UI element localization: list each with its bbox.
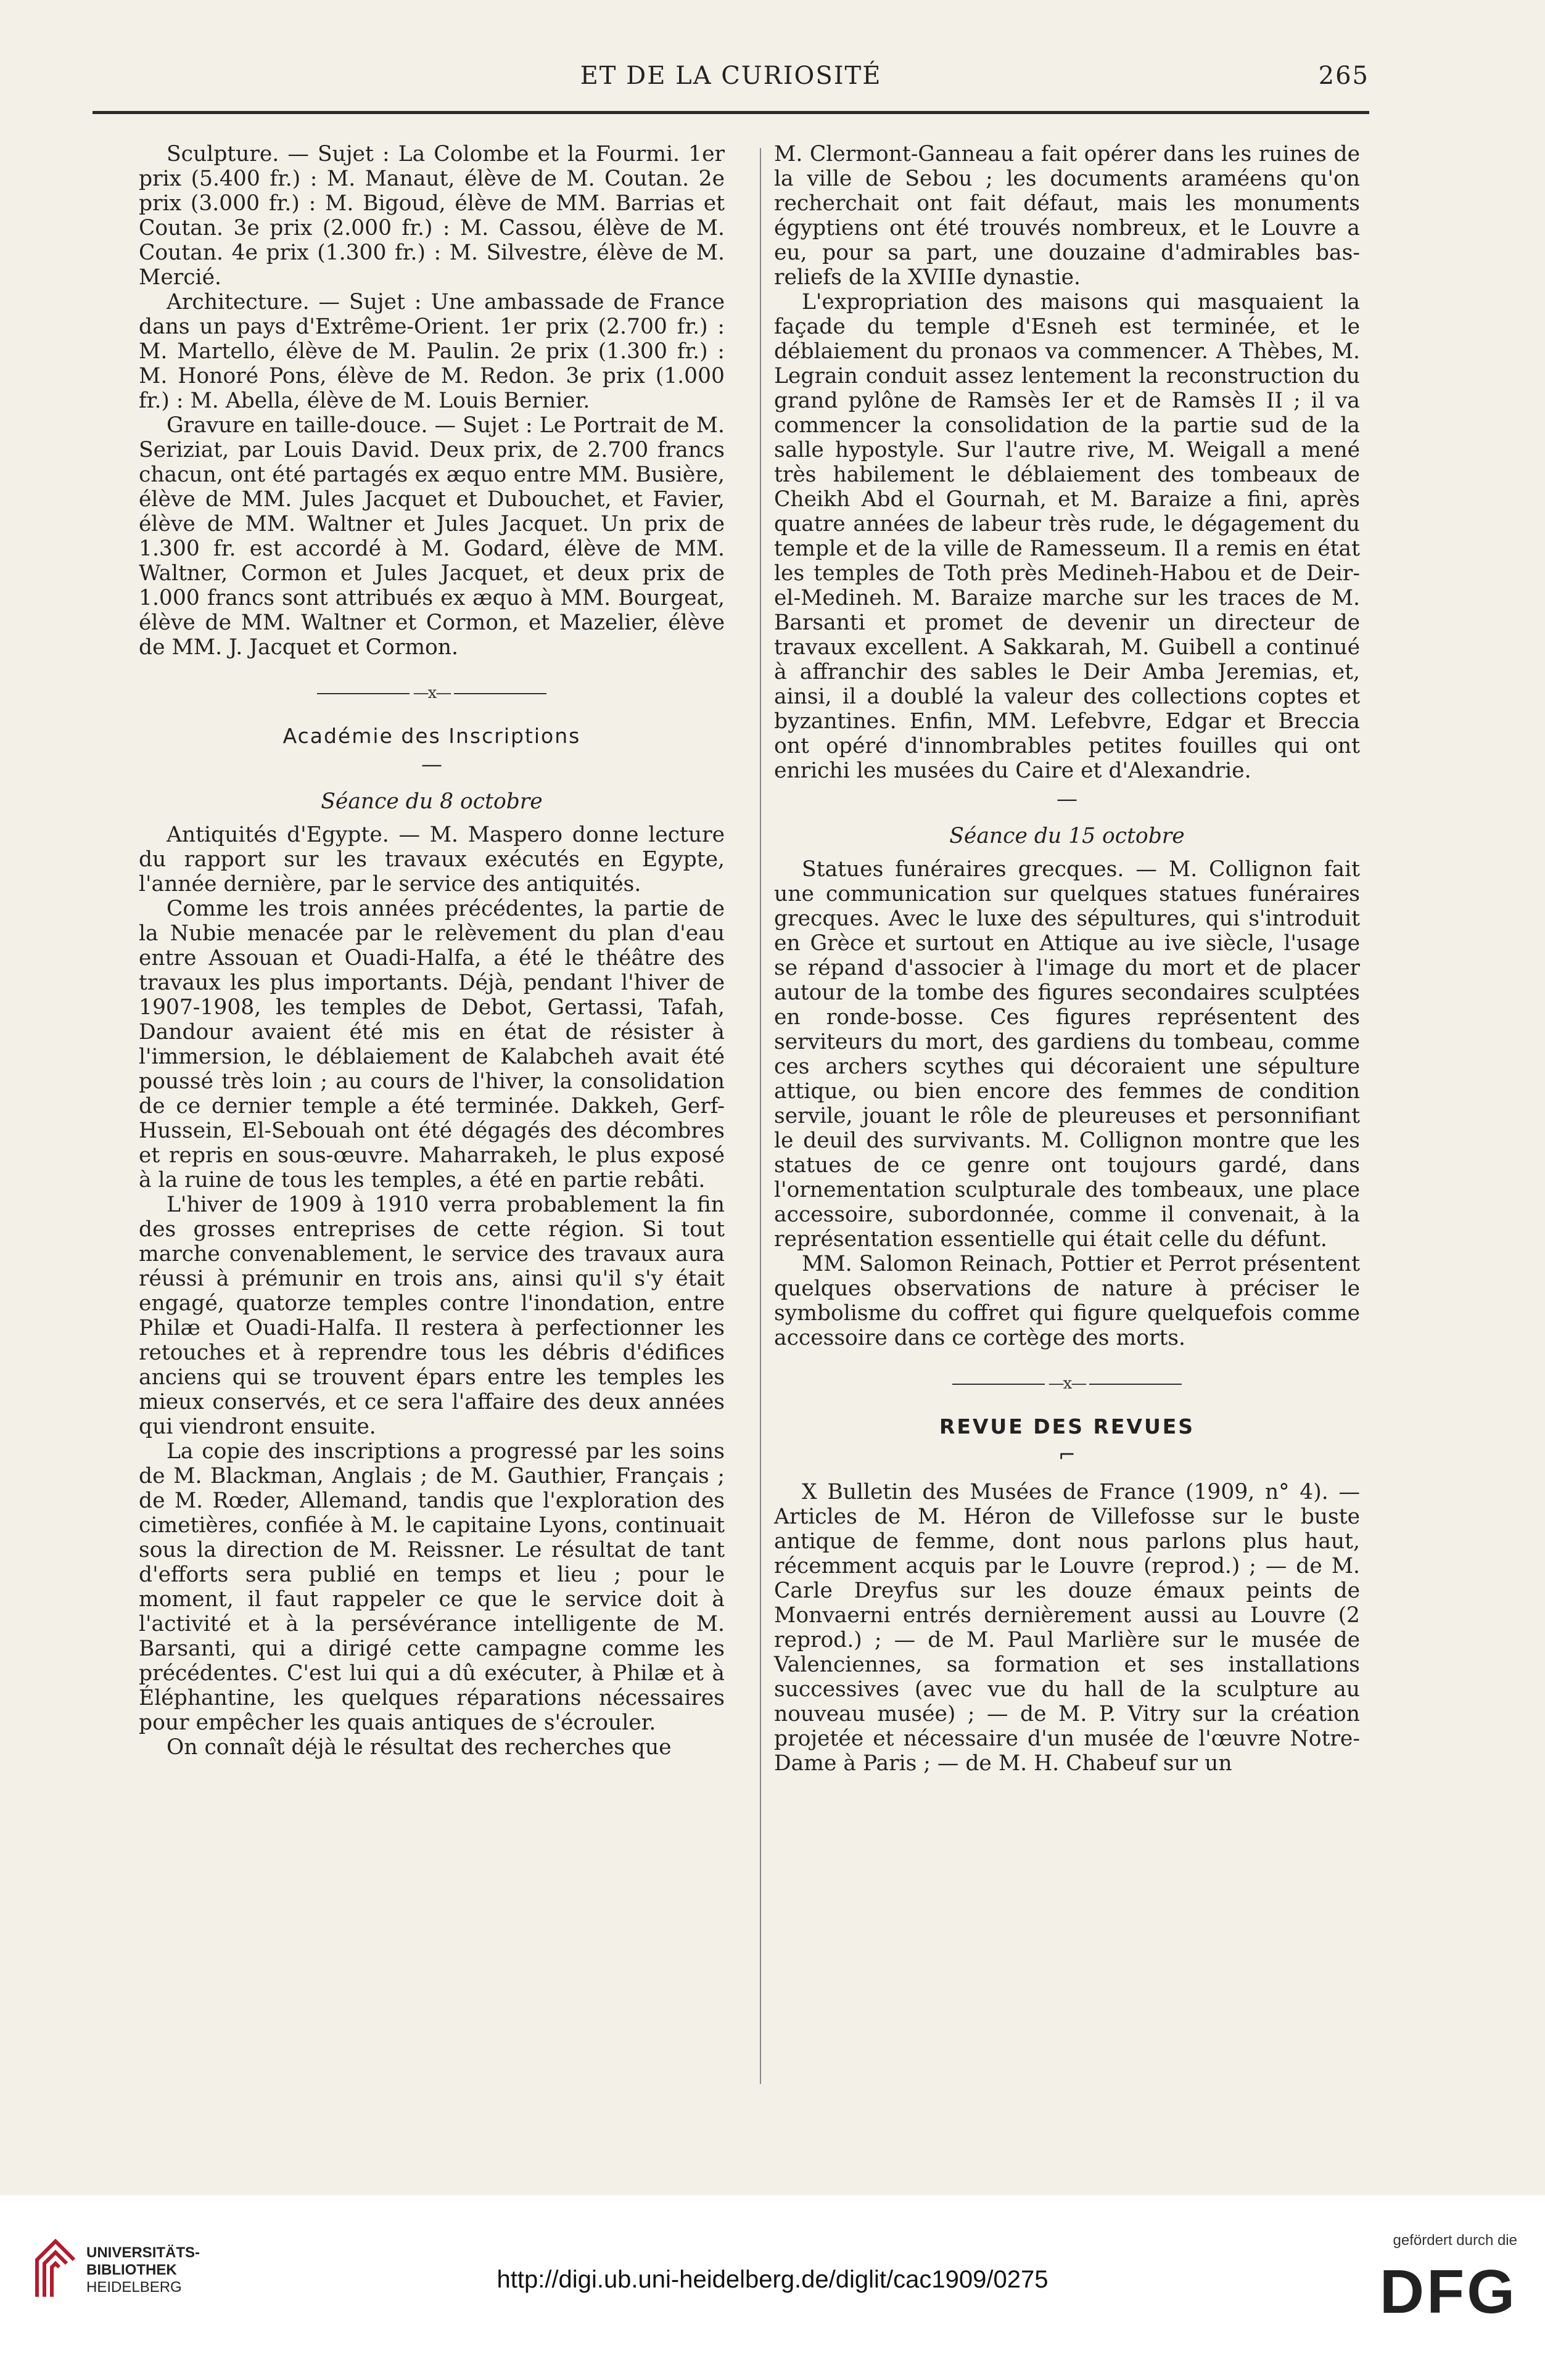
seance-heading: Séance du 8 octobre [321,789,543,814]
bulletin-paragraph: X Bulletin des Musées de France (1909, n° 4). — Articles de M. Héron de Villefosse sur le buste antique de femme, dont nous parlons plus haut, récemment acquis par le Louvre (reprod.) ; — de M. Carle Dreyfus sur les douze émaux peints de Monvaerni entrés dernièrement aussi au Louvre (2 reprod.) ; — de M. Paul Marlière sur le musée de Valenciennes, sa formation et ses installations successives (avec vue du hall de la sculpture au nouveau musée) ; — de M. P. Vitry sur la création projetée et nécessaire d'un musée de l'œuvre Notre-Dame à Paris ; — de M. H. Chabeuf sur un [774,1480,1360,1776]
nubie-paragraph: Comme les trois années précédentes, la partie de la Nubie menacée par le relèvement du plan d'eau entre Assouan et Ouadi-Halfa, a été le théâtre des travaux les plus importants. Déjà, pendant l'hiver de 1907-1908, les temples de Debot, Gertassi, Tafah, Dandour avaient été mis en état de résister à l'immersion, le déblaiement de Kalabcheh avait été poussé très loin ; au cours de l'hiver, la consolidation de ce dernier temple a été terminée. Dakkeh, Gerf-Hussein, El-Sebouah ont été dégagés des décombres et repris en sous-œuvre. Maharrakeh, le plus exposé à la ruine de tous les temples, a été en partie rebâti. [139,897,725,1192]
recherches-paragraph: On connaît déjà le résultat des recherches que [167,1735,672,1760]
header-rule [93,111,1369,114]
sculpture-paragraph: Sculpture. — Sujet : La Colombe et la Fourmi. 1er prix (5.400 fr.) : M. Manaut, élève de M. Coutan. 2e prix (3.000 fr.) : M. Bigoud, élève de MM. Barrias et Coutan. 3e prix (2.000 fr.) : M. Cassou, élève de M. Coutan. 4e prix (1.300 fr.) : M. Silvestre, élève de M. Mercié. [139,142,725,290]
running-head [93,62,1369,99]
ornament-glyph-2: —x— [1048,1374,1086,1393]
section-ornament-2 [774,1371,1360,1396]
ornament-line-right-2 [1089,1384,1182,1385]
antiquites-paragraph: Antiquités d'Egypte. — M. Maspero donne lecture du rapport sur les travaux exécutés en Egypte, l'année dernière, par le service des antiquités. [139,823,725,897]
column-divider [760,148,761,2084]
library-name-line2: BIBLIOTHEK [86,2262,177,2278]
ornament-line-right [454,693,546,694]
footer-bar [0,2195,1545,2380]
left-column [139,142,725,1760]
dfg-logo: DFG [1379,2257,1517,2326]
section-dash: — [421,752,442,777]
statues-paragraph: Statues funéraires grecques. — M. Collignon fait une communication sur quelques statues funéraires grecques. Avec le luxe des sépultures, qui s'introduit en Grèce et surtout en Attique au ive siècle, l'usage se répand d'associer à l'image du mort et de placer autour de la tombe des figures secondaires sculptées en ronde-bosse. Ces figures représentent des serviteurs du mort, des gardiens du tombeau, comme ces archers scythes qui décoraient une sépulture attique, ou bien encore des femmes de condition servile, jouant le rôle de pleureuses et personnifiant le deuil des survivants. M. Collignon montre que les statues de ce genre ont toujours gardé, dans l'ornementation sculpturale des tombeaux, une place accessoire, subordonnée, comme il convenait, à la représentation essentielle qui était celle du défunt. [774,857,1360,1252]
running-title: ET DE LA CURIOSITÉ [580,62,882,90]
page-number: 265 [1318,62,1369,90]
source-url[interactable]: http://digi.ub.uni-heidelberg.de/diglit/cac1909/0275 [496,2266,1049,2293]
seance-dash: — [1057,787,1077,811]
sebou-paragraph: M. Clermont-Ganneau a fait opérer dans les ruines de la ville de Sebou ; les documents araméens qu'on recherchait ont fait défaut, mais les monuments égyptiens ont été trouvés nombreux, et le Louvre a eu, pour sa part, une douzaine d'admirables bas-reliefs de la XVIIIe dynastie. [774,142,1360,290]
funding-caption: gefördert durch die [1393,2232,1517,2249]
reinach-paragraph: MM. Salomon Reinach, Pottier et Perrot présentent quelques observations de nature à préciser le symbolisme du coffret qui figure quelquefois comme accessoire dans ce cortège des morts. [774,1252,1360,1350]
library-name-line3: HEIDELBERG [86,2279,182,2296]
library-name-line1: UNIVERSITÄTS- [86,2244,200,2261]
seance-heading-2: Séance du 15 octobre [949,824,1185,848]
esneh-paragraph: L'expropriation des maisons qui masquaient la façade du temple d'Esneh est terminée, et le déblaiement du pronaos va commencer. A Thèbes, M. Legrain conduit assez lentement la reconstruction du grand pylône de Ramsès Ier et de Ramsès II ; il va commencer la consolidation de la partie sud de la salle hypostyle. Sur l'autre rive, M. Weigall a mené très habilement le déblaiement des tombeaux de Cheikh Abd el Gournah, et M. Baraize a fini, après quatre années de labeur très rude, le dégagement du temple et de la ville de Ramesseum. Il a remis en état les temples de Toth près Medineh-Habou et de Deir-el-Medineh. M. Baraize marche sur les traces de M. Barsanti et promet de devenir un directeur de travaux excellent. A Sakkarah, M. Guibell a continué à affranchir des sables le Deir Amba Jeremias, et, ainsi, il a doublé la valeur des collections coptes et byzantines. Enfin, MM. Lefebvre, Edgar et Breccia ont opéré d'innombrables petites fouilles qui ont enrichi les musées du Caire et d'Alexandrie. [774,290,1360,783]
inscriptions-paragraph: La copie des inscriptions a progressé par les soins de M. Blackman, Anglais ; de M. Gauthier, Français ; de M. Rœder, Allemand, tandis que l'exploration des cimetières, confiée à M. le capitaine Lyons, continuait sous la direction de M. Reissner. Le résultat de tant d'efforts sera publié en temps et lieu ; pour le moment, il faut rappeler ce que le service doit à l'activité et à la persévérance intelligente de M. Barsanti, qui a dirigé cette campagne comme les précédentes. C'est lui qui a dû exécuter, à Philæ et à Éléphantine, les quelques réparations nécessaires pour empêcher les quais antiques de s'écrouler. [139,1439,725,1735]
revue-mark: ⌐ [1058,1443,1076,1467]
ornament-glyph: —x— [413,684,451,702]
ornament-line-left-2 [952,1384,1045,1385]
section-title: Académie des Inscriptions [282,724,581,748]
architecture-paragraph: Architecture. — Sujet : Une ambassade de France dans un pays d'Extrême-Orient. 1er prix (2.700 fr.) : M. Martello, élève de M. Paulin. 2e prix (1.300 fr.) : M. Honoré Pons, élève de M. Redon. 3e prix (1.000 fr.) : M. Abella, élève de M. Louis Bernier. [139,290,725,413]
hiver-paragraph: L'hiver de 1909 à 1910 verra probablement la fin des grosses entreprises de cette région. Si tout marche convenablement, le service des travaux aura réussi à prémunir en trois ans, ainsi qu'il s'y était engagé, quatorze temples contre l'inondation, entre Philæ et Ouadi-Halfa. Il restera à perfectionner les retouches et à reprendre tous les débris d'édifices anciens qui se trouvent épars entre les temples les mieux conservés, et ce sera l'affaire des deux années qui viendront ensuite. [139,1192,725,1439]
section-ornament [139,681,725,705]
gravure-paragraph: Gravure en taille-douce. — Sujet : Le Portrait de M. Seriziat, par Louis David. Deux prix, de 2.700 francs chacun, ont été partagés ex æquo entre MM. Busière, élève de MM. Jules Jacquet et Dubouchet, et Favier, élève de MM. Waltner et Jules Jacquet. Un prix de 1.300 fr. est accordé à M. Godard, élève de MM. Waltner, Cormon et Jules Jacquet, et deux prix de 1.000 francs sont attribués ex æquo à MM. Bourgeat, élève de MM. Waltner et Cormon, et Mazelier, élève de MM. J. Jacquet et Cormon. [139,413,725,660]
revue-title: REVUE DES REVUES [939,1414,1195,1438]
right-column [774,142,1360,1776]
ornament-line-left [317,693,410,694]
